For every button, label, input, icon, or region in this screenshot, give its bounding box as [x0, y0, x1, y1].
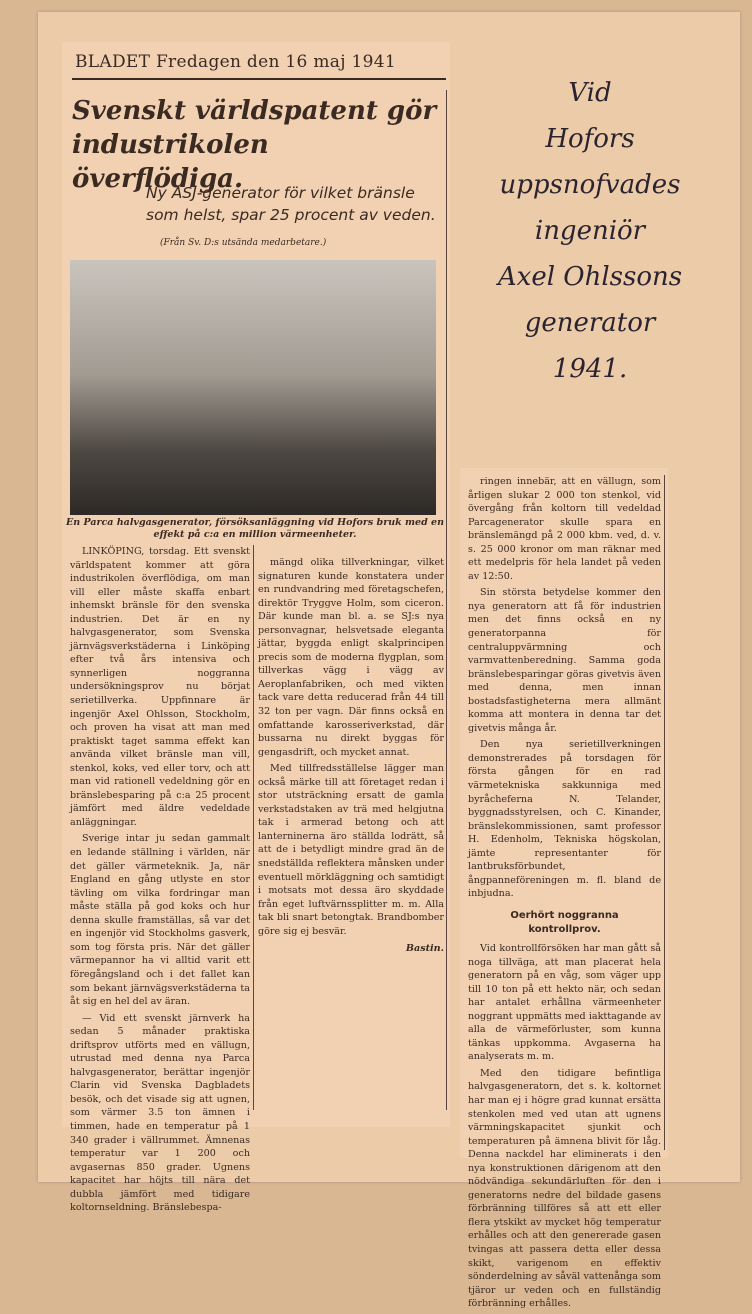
- handwritten-note: [465, 70, 715, 392]
- paragraph: Sverige intar ju sedan gammalt en ledande ställning i världen, när det gäller värmeteknik. Ja, när England en gång utlyste en stor tävling om vilka fordringar man måste ställa på god koks och hur denna skulle framställas, så var det en ingenjör vid Stockholms gasverk, som tog första pris. När det gäller värmepannor ha vi alltid varit ett föregångsland och i det fallet kan som bekant järnvägsverkstäderna ta åt sig en hel del av äran.: [70, 833, 250, 1008]
- paragraph: Sin största betydelse kommer den nya generatorn att få för industrien men det finns också en ny generatorpanna för centraluppvärmning och varmvattenberedning. Samma goda bränslebesparingar göras givetvis även med denna, men innan bostadsfastigheterna mera allmänt komma att montera in denna tar det givetvis många år.: [468, 587, 661, 734]
- article-column-1: [70, 545, 250, 1218]
- paragraph: Den nya serietillverkningen demonstrerades på torsdagen för första gången för en rad värmetekniska sakkunniga med byråcheferna N. Telander, byggnadsstyrelsen, och C. Kinander, bränslekommissionen, samt professor H. Edenholm, Tekniska högskolan, jämte representanter för lantbruksförbundet, ångpanneföreningen m. fl. bland de inbjudna.: [468, 739, 661, 900]
- photo-caption: En Parca halvgasgenerator, försöksanläggning vid Hofors bruk med en effekt på c:a en million värmeenheter.: [66, 517, 444, 540]
- column-divider: [664, 475, 665, 1150]
- note-line: 1941.: [552, 354, 628, 384]
- generator-photo: [70, 260, 436, 515]
- masthead: BLADET Fredagen den 16 maj 1941: [75, 52, 396, 72]
- paragraph: — Vid ett svenskt järnverk ha sedan 5 månader praktiska driftsprov utförts med en vällugn, utrustad med denna nya Parca halvgasgenerator, berättar ingenjör Clarin vid Svenska Dagbladets besök, och det visade sig att ugnen, som värmer 3.5 ton ämnen i timmen, hade en temperatur på 1 340 grader i vällrummet. Ämnenas temperatur var 1 200 och avgasernas 850 grader. Ugnens kapacitet har höjts till nära det dubbla jämfört med tidigare koltornseldning. Bränslebespa-: [70, 1012, 250, 1214]
- article-column-2: [258, 556, 444, 956]
- masthead-rule: [72, 78, 446, 80]
- note-line: Hofors: [545, 124, 635, 154]
- paragraph: Med den tidigare befintliga halvgasgeneratorn, det s. k. koltornet har man ej i högre grad kunnat ersätta stenkolen med ved utan att ugnens värmningskapacitet sjunkit och temperaturen på ämnena blivit för låg. Denna nackdel har eliminerats i den nya konstruktionen därigenom att den nödvändiga sekundärluften för den i generatorns nedre del bildade gasens förbränning tillföres så att ett eller flera ytskikt av mycket hög temperatur erhålles och att den genererade gasen tvingas att passera detta eller dessa skikt, varigenom en effektiv sönderdelning av såväl vattenånga som tjäror ur veden och en fullständig förbränning erhålles.: [468, 1067, 661, 1310]
- paragraph: LINKÖPING, torsdag. Ett svenskt världspatent kommer att göra industrikolen överflödiga, om man vill eller måste skaffa enbart inhemskt bränsle för den svenska industrien. Det är en ny halvgasgenerator, som Svenska järnvägsverkstäderna i Linköping efter två års intensiva och synnerligen noggranna undersökningsprov nu börjat serietillverka. Uppfinnare är ingenjör Axel Ohlsson, Stockholm, och proven ha visat att man med praktiskt taget samma effekt kan använda vilket bränsle man vill, stenkol, koks, ved eller torv, och att man vid rationell vedeldning gör en bränslebesparing på c:a 25 procent jämfört med äldre vedeldade anläggningar.: [70, 546, 250, 828]
- note-line: Vid: [568, 78, 612, 108]
- column-divider: [446, 90, 447, 1110]
- subheadline: Ny ASJ-generator för vilket bränsle som helst, spar 25 procent av veden.: [146, 184, 436, 224]
- column-divider: [253, 545, 254, 1110]
- article-column-3: [468, 475, 661, 1314]
- paragraph: mängd olika tillverkningar, vilket signaturen kunde konstatera under en rundvandring med företagschefen, direktör Tryggve Holm, som ciceron. Där kunde man bl. a. se SJ:s nya personvagnar, helsvetsade eleganta jättar, byggda enligt skalprincipen precis som de moderna flygplan, som tillverkas vägg i vägg av Aeroplanfabriken, och med vikten tack vare detta reducerad från 44 till 32 ton per vagn. Där finns också en omfattande karosseriverkstad, där bussarna nu direkt byggas för gengasdrift, och mycket annat.: [258, 557, 444, 758]
- byline: (Från Sv. D:s utsända medarbetare.): [160, 238, 327, 248]
- note-line: Axel Ohlssons: [497, 262, 683, 292]
- section-subheading: Oerhört noggranna kontrollprov.: [510, 909, 619, 935]
- note-line: generator: [524, 308, 656, 338]
- paragraph: Vid kontrollförsöken har man gått så noga tillväga, att man placerat hela generatorn på en våg, som väger upp till 10 ton på ett hekto när, och sedan har antalet erhållna värmeenheter noggrant uppmätts med iakttagande av alla de värmeförluster, som kunna tänkas uppkomma. Avgaserna ha analyserats m. m.: [468, 942, 661, 1063]
- paragraph: ringen innebär, att en vällugn, som årligen slukar 2 000 ton stenkol, vid övergång från koltorn till vedeldad Parcagenerator skulle spara en bränslemängd på 2 000 kbm. ved, d. v. s. 25 000 kronor om man räknar med ett medelpris för hela landet på veden av 12:50.: [468, 476, 661, 582]
- headline: Svenskt världspatent gör industrikolen överflödiga.: [72, 96, 437, 194]
- note-line: uppsnofvades: [499, 170, 681, 200]
- paragraph: Med tillfredsställelse lägger man också märke till att företaget redan i stor utsträckning ersatt de gamla verkstadstaken av trä med helgjutna tak i armerad betong och att lanterninerna äro ställda lodrätt, så att de i betydligt mindre grad än de snedställda reflektera månsken under eventuell mörkläggning och samtidigt i motsats mot dessa äro skyddade från eget luftvärnssplitter m. m. Alla tak bli snart betongtak. Brandbomber göre sig ej besvär.: [258, 763, 444, 937]
- author-signature: Bastin.: [405, 943, 444, 955]
- note-line: ingeniör: [534, 216, 646, 246]
